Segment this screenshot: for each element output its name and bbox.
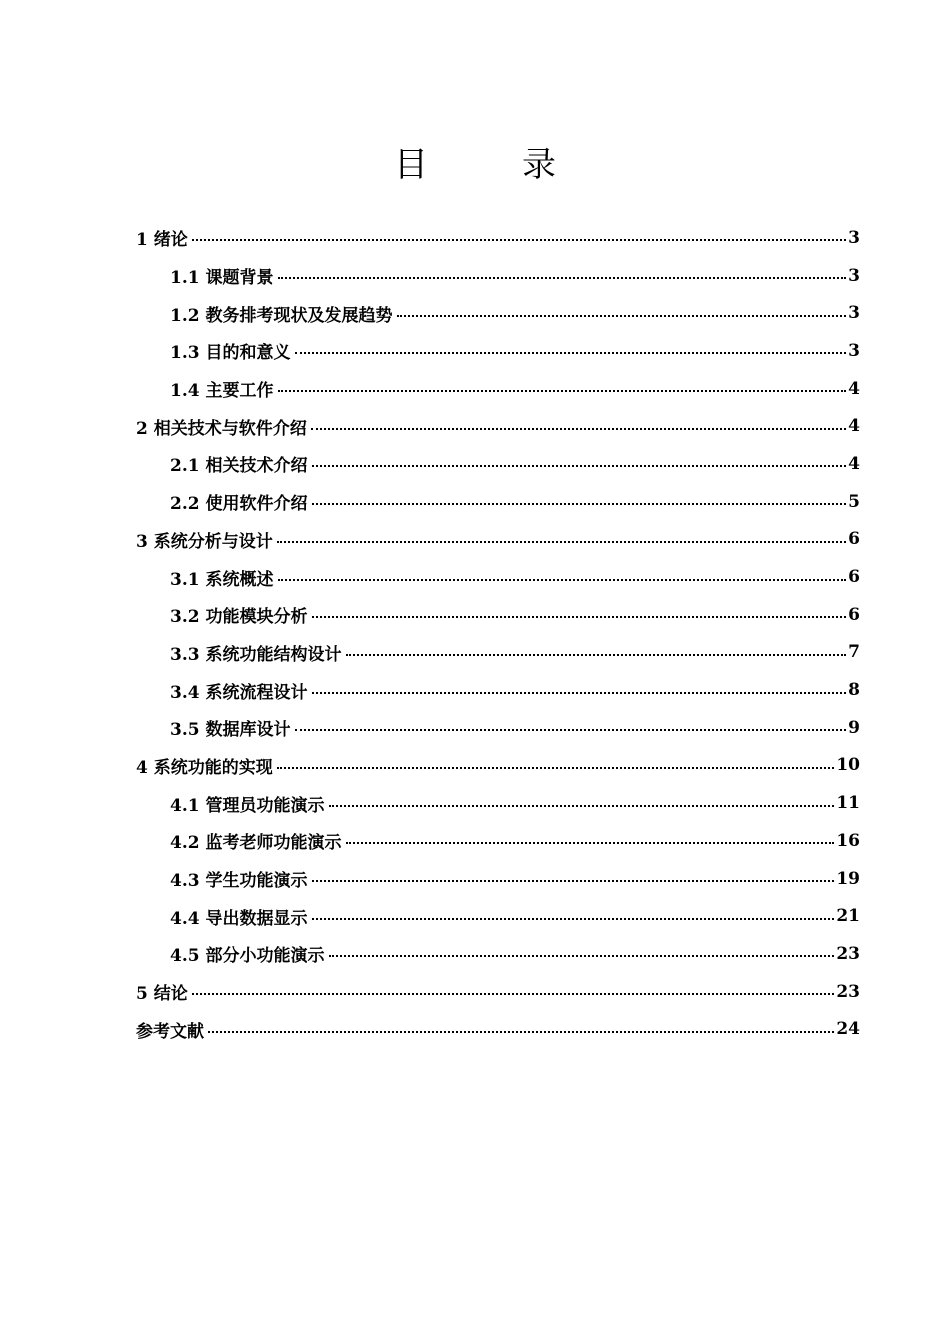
toc-entry[interactable] [0, 521, 950, 559]
toc-entry[interactable] [0, 822, 950, 860]
toc-entry[interactable] [0, 294, 950, 332]
toc-entry-page-number: 16 [836, 830, 860, 851]
dot-leader [295, 728, 847, 731]
toc-entry[interactable] [0, 370, 950, 408]
toc-entry-page-number: 5 [848, 491, 860, 512]
toc-entry-label: 3.1 系统概述 [170, 569, 274, 590]
toc-entry-label: 2.1 相关技术介绍 [170, 456, 308, 477]
toc-entry-label: 1.3 目的和意义 [170, 343, 291, 364]
toc-entry[interactable] [0, 860, 950, 898]
toc-entry[interactable] [0, 747, 950, 785]
dot-leader [329, 804, 835, 807]
dot-leader [295, 351, 847, 354]
toc-entry-page-number: 23 [836, 943, 860, 964]
toc-entry[interactable] [0, 1010, 950, 1048]
toc-entry-label: 4 系统功能的实现 [136, 757, 273, 778]
toc-entry-label: 4.1 管理员功能演示 [170, 795, 325, 816]
dot-leader [312, 502, 847, 505]
toc-entry-label: 3 系统分析与设计 [136, 531, 273, 552]
toc-entry-page-number: 3 [848, 340, 860, 361]
dot-leader [277, 540, 846, 543]
toc-entry-page-number: 3 [848, 265, 860, 286]
toc-entry-page-number: 11 [836, 793, 860, 814]
toc-entry[interactable] [0, 596, 950, 634]
dot-leader [312, 691, 847, 694]
dot-leader [278, 389, 847, 392]
dot-leader [312, 464, 847, 467]
toc-entry[interactable] [0, 935, 950, 973]
toc-entry-label: 3.5 数据库设计 [170, 720, 291, 741]
toc-entry-page-number: 6 [848, 567, 860, 588]
toc-entry-label: 5 结论 [136, 984, 188, 1005]
toc-entry-page-number: 4 [848, 453, 860, 474]
toc-entry[interactable] [0, 634, 950, 672]
toc-entry[interactable] [0, 709, 950, 747]
toc-entry[interactable] [0, 483, 950, 521]
toc-entry[interactable] [0, 257, 950, 295]
dot-leader [346, 841, 835, 844]
dot-leader [278, 276, 847, 279]
toc-entry-label: 3.2 功能模块分析 [170, 607, 308, 628]
toc-entry-page-number: 6 [848, 529, 860, 550]
dot-leader [192, 992, 835, 995]
toc-entry-page-number: 9 [848, 717, 860, 738]
toc-entry-label: 3.3 系统功能结构设计 [170, 644, 342, 665]
toc-entry-label: 参考文献 [136, 1021, 204, 1042]
toc-entry[interactable] [0, 445, 950, 483]
toc-entry[interactable] [0, 973, 950, 1011]
dot-leader [192, 238, 846, 241]
toc-entry[interactable] [0, 219, 950, 257]
toc-entry-label: 4.4 导出数据显示 [170, 908, 308, 929]
dot-leader [278, 578, 847, 581]
toc-entry-label: 4.3 学生功能演示 [170, 871, 308, 892]
toc-entry-page-number: 7 [848, 642, 860, 663]
toc-entry-page-number: 3 [848, 303, 860, 324]
toc-entry-label: 2.2 使用软件介绍 [170, 494, 308, 515]
toc-list [0, 219, 950, 1048]
dot-leader [208, 1030, 834, 1033]
toc-entry-page-number: 3 [848, 227, 860, 248]
dot-leader [311, 427, 846, 430]
toc-entry-label: 1.4 主要工作 [170, 381, 274, 402]
toc-entry-label: 4.5 部分小功能演示 [170, 946, 325, 967]
dot-leader [329, 954, 835, 957]
toc-entry-label: 1.2 教务排考现状及发展趋势 [170, 305, 393, 326]
toc-entry-page-number: 23 [836, 981, 860, 1002]
toc-entry[interactable] [0, 784, 950, 822]
toc-entry[interactable] [0, 558, 950, 596]
toc-entry-page-number: 21 [836, 906, 860, 927]
toc-entry[interactable] [0, 671, 950, 709]
toc-entry[interactable] [0, 897, 950, 935]
dot-leader [346, 653, 847, 656]
toc-entry-label: 1 绪论 [136, 230, 188, 251]
toc-title: 目 录 [394, 145, 586, 185]
toc-entry-page-number: 19 [836, 868, 860, 889]
toc-entry-page-number: 10 [836, 755, 860, 776]
dot-leader [397, 314, 847, 317]
dot-leader [277, 766, 835, 769]
toc-entry-label: 2 相关技术与软件介绍 [136, 418, 307, 439]
toc-entry[interactable] [0, 407, 950, 445]
dot-leader [312, 879, 835, 882]
toc-entry[interactable] [0, 332, 950, 370]
dot-leader [312, 615, 847, 618]
toc-entry-label: 4.2 监考老师功能演示 [170, 833, 342, 854]
toc-entry-page-number: 24 [836, 1019, 860, 1040]
toc-entry-page-number: 4 [848, 378, 860, 399]
dot-leader [312, 917, 835, 920]
toc-entry-page-number: 4 [848, 416, 860, 437]
toc-entry-page-number: 8 [848, 680, 860, 701]
toc-entry-page-number: 6 [848, 604, 860, 625]
toc-entry-label: 1.1 课题背景 [170, 268, 274, 289]
toc-entry-label: 3.4 系统流程设计 [170, 682, 308, 703]
